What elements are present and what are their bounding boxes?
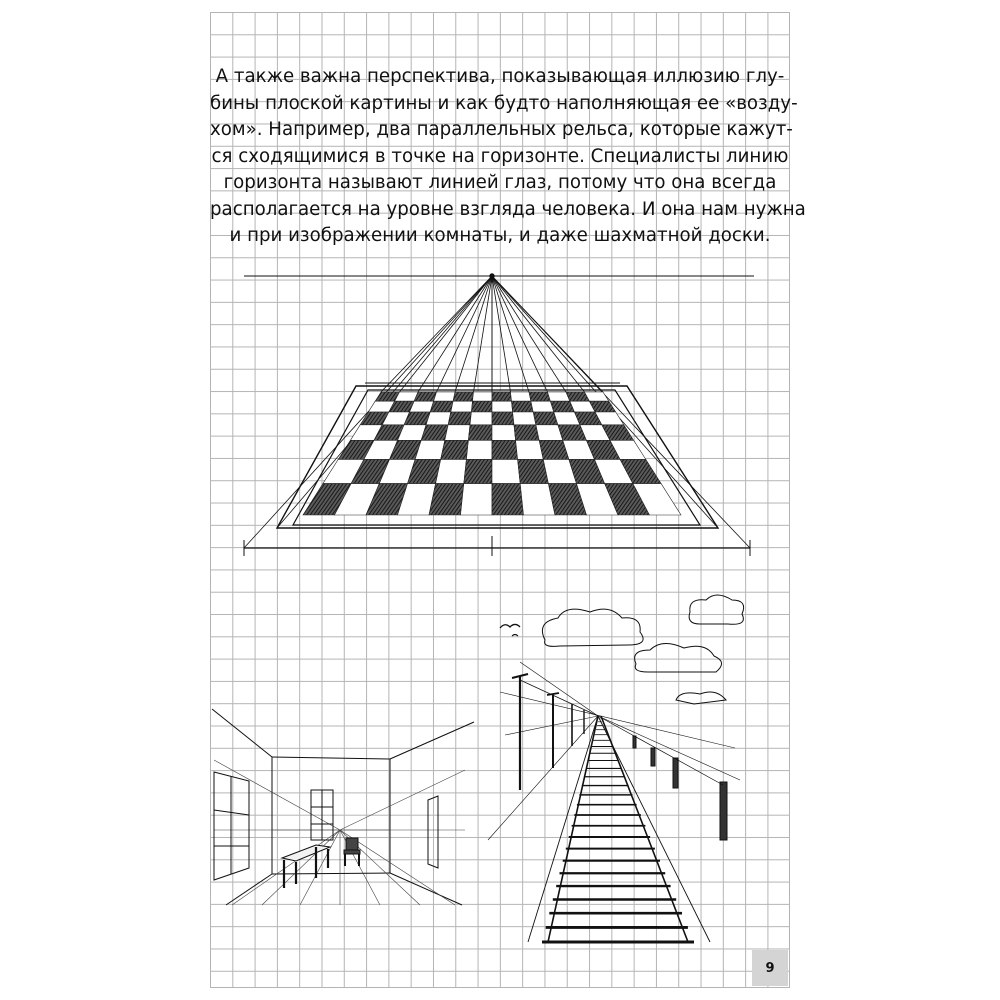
room-ray: [340, 770, 465, 830]
chess-square-dark: [414, 392, 436, 401]
room-ceiling-back-edge: [272, 757, 390, 759]
vanishing-ray: [492, 276, 585, 392]
rail-horizon-guide: [500, 692, 735, 748]
fence-post-4: [633, 736, 636, 748]
cloud-2: [689, 595, 744, 624]
room-ray: [300, 830, 340, 905]
rail-ties: [542, 717, 694, 942]
chess-square-dark: [441, 440, 469, 459]
chess-square-light: [445, 425, 470, 441]
rail-guide-right: [598, 716, 740, 780]
paragraph-line-3: хом». Например, два параллельных рельса, которые кажут-: [210, 119, 793, 140]
chess-square-dark: [471, 401, 492, 412]
rail-guide-upper: [520, 662, 598, 716]
chessboard-squares: [303, 392, 681, 515]
room-floor-left-edge: [226, 874, 272, 905]
rail-guide-left: [488, 716, 598, 840]
room-ray: [232, 830, 340, 905]
vanishing-ray: [418, 276, 492, 392]
room-vanishing-rays: [214, 760, 465, 905]
chess-square-light: [511, 392, 531, 401]
paragraph-line-5: горизонта называют линией глаз, потому что она всегда: [223, 172, 777, 193]
room-floor-back-edge: [272, 873, 390, 874]
railway-perspective-drawing: [488, 595, 744, 942]
cloud-3: [635, 643, 722, 672]
embankment-left: [528, 716, 598, 942]
vanishing-ray: [437, 276, 493, 392]
vanishing-ray: [400, 276, 493, 392]
chess-square-dark: [453, 392, 473, 401]
chess-square-dark: [492, 392, 512, 401]
fence-post-2: [673, 758, 678, 788]
fence-post-3: [651, 748, 655, 766]
fence-rail: [598, 716, 723, 785]
chess-square-dark: [512, 401, 534, 412]
chess-square-light: [516, 440, 544, 459]
chess-square-light: [492, 425, 516, 441]
chess-square-dark: [430, 401, 453, 412]
rail-right: [601, 716, 688, 942]
chess-square-dark: [468, 425, 492, 441]
chess-square-dark: [492, 484, 524, 515]
chessboard-perspective-drawing: [244, 274, 754, 556]
vanishing-ray: [455, 276, 492, 392]
chess-square-light: [426, 412, 451, 425]
chess-square-light: [466, 440, 492, 459]
chess-square-dark: [492, 412, 514, 425]
page-number: 9: [752, 950, 788, 986]
vanishing-ray: [492, 276, 566, 392]
cloud-4: [676, 692, 726, 704]
chess-square-dark: [529, 392, 550, 401]
bird-1: [500, 625, 520, 629]
chess-square-light: [531, 401, 554, 412]
cloud-1: [542, 609, 643, 646]
chess-square-light: [492, 401, 513, 412]
chess-square-light: [470, 412, 492, 425]
chess-square-light: [492, 459, 520, 483]
chess-square-dark: [514, 425, 539, 441]
room-chair-back: [346, 838, 358, 850]
room-table-top: [282, 845, 330, 861]
room-perspective-drawing: [212, 709, 474, 905]
vanishing-ray: [492, 276, 529, 392]
chess-square-dark: [448, 412, 471, 425]
chess-square-light: [513, 412, 536, 425]
paragraph-line-6: располагается на уровне взгляда человека. И она нам нужна: [210, 198, 806, 220]
chess-square-dark: [492, 440, 518, 459]
room-ray: [214, 760, 340, 830]
fence-post-1: [720, 782, 727, 840]
chess-square-light: [473, 392, 493, 401]
chess-square-light: [436, 459, 467, 483]
chess-square-light: [461, 484, 493, 515]
vanishing-ray: [381, 276, 492, 392]
paragraph-line-4: ся сходящимися в точке на горизонте. Специалисты линию: [211, 145, 789, 167]
room-ceiling-right-edge: [390, 722, 474, 759]
paragraph-line-1: А также важна перспектива, показывающая иллюзию глу-: [215, 66, 785, 87]
room-ceiling-left-edge: [212, 709, 272, 757]
vanishing-ray: [492, 276, 548, 392]
room-door: [428, 796, 438, 868]
chess-square-light: [410, 401, 434, 412]
telegraph-wire: [520, 680, 598, 716]
room-floor-right-edge: [390, 873, 462, 905]
paragraph-line-7: и при изображении комнаты, и даже шахматной доски.: [229, 225, 771, 246]
rail-left: [548, 716, 598, 942]
room-chair-seat: [344, 850, 360, 854]
chess-square-light: [451, 401, 473, 412]
chess-square-light: [434, 392, 455, 401]
chess-square-dark: [421, 425, 448, 441]
bird-2: [512, 635, 518, 637]
chess-square-dark: [464, 459, 492, 483]
paragraph-line-2: бины плоской картины и как будто наполняющая ее «возду-: [210, 92, 798, 114]
